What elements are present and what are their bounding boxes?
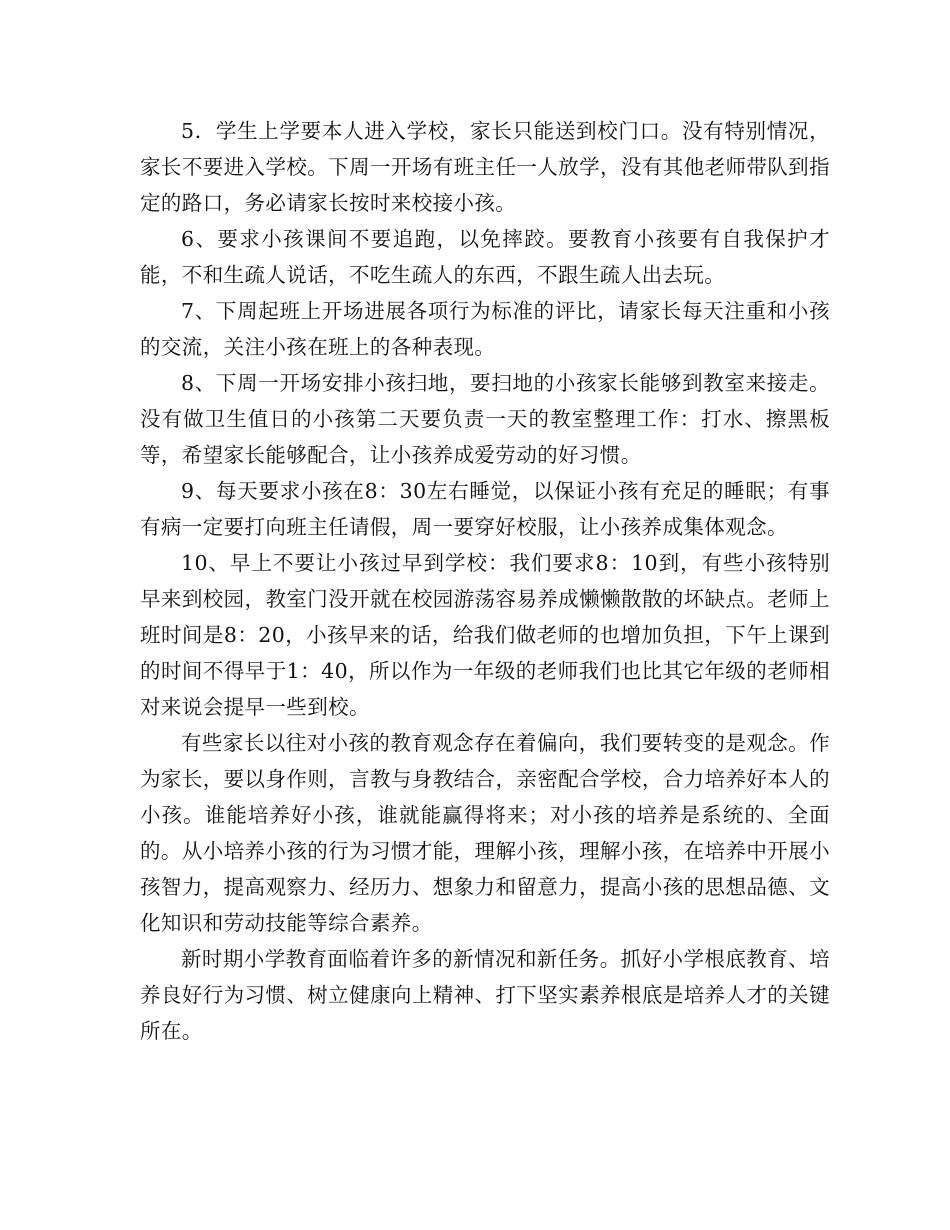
paragraph-item-8: 8、下周一开场安排小孩扫地，要扫地的小孩家长能够到教室来接走。没有做卫生值日的小孩第二天要负责一天的教室整理工作：打水、擦黑板等，希望家长能够配合，让小孩养成爱劳动的好习惯。	[140, 371, 830, 467]
paragraph-item-7: 7、下周起班上开场进展各项行为标准的评比，请家长每天注重和小孩的交流，关注小孩在班上的各种表现。	[140, 299, 830, 359]
paragraph-item-5: 5．学生上学要本人进入学校，家长只能送到校门口。没有特别情况，家长不要进入学校。下周一开场有班主任一人放学，没有其他老师带队到指定的路口，务必请家长按时来校接小孩。	[140, 119, 830, 215]
paragraph-item-6: 6、要求小孩课间不要追跑，以免摔跤。要教育小孩要有自我保护才能，不和生疏人说话，不吃生疏人的东西，不跟生疏人出去玩。	[140, 227, 830, 287]
document-body	[140, 113, 830, 1049]
paragraph-item-10: 10、早上不要让小孩过早到学校：我们要求8：10到，有些小孩特别早来到校园，教室门没开就在校园游荡容易养成懒懒散散的坏缺点。老师上班时间是8：20，小孩早来的话，给我们做老师的也增加负担，下午上课到的时间不得早于1：40，所以作为一年级的老师我们也比其它年级的老师相对来说会提早一些到校。	[140, 551, 830, 719]
paragraph-conclusion: 新时期小学教育面临着许多的新情况和新任务。抓好小学根底教育、培养良好行为习惯、树立健康向上精神、打下坚实素养根底是培养人才的关键所在。	[140, 947, 830, 1043]
paragraph-parent-education: 有些家长以往对小孩的教育观念存在着偏向，我们要转变的是观念。作为家长，要以身作则，言教与身教结合，亲密配合学校，合力培养好本人的小孩。谁能培养好小孩，谁就能赢得将来；对小孩的培养是系统的、全面的。从小培养小孩的行为习惯才能，理解小孩，理解小孩，在培养中开展小孩智力，提高观察力、经历力、想象力和留意力，提高小孩的思想品德、文化知识和劳动技能等综合素养。	[140, 731, 830, 935]
paragraph-item-9: 9、每天要求小孩在8：30左右睡觉，以保证小孩有充足的睡眠；有事有病一定要打向班主任请假，周一要穿好校服，让小孩养成集体观念。	[140, 479, 830, 539]
